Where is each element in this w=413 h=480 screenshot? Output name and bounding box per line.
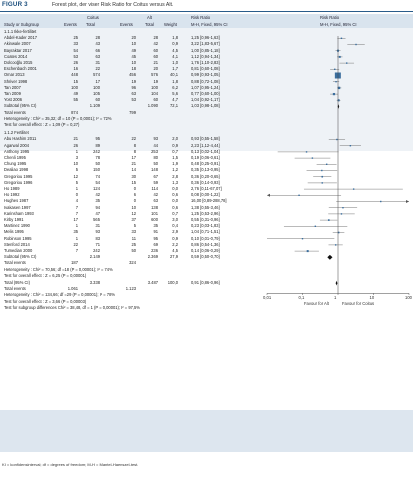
total-2: 148 <box>151 167 158 173</box>
events-2: 18 <box>131 66 136 72</box>
overall-effect-text: Test for overall effect : Z = 6,25 (P = 0,00001) <box>4 272 87 278</box>
events-2: 17 <box>131 155 136 160</box>
events-1: 17 <box>73 217 78 222</box>
subtotal-total-2: 2.369 <box>147 254 158 260</box>
events-2: 19 <box>131 78 136 84</box>
grand-events-1: 1.061 <box>67 286 78 292</box>
grand-total-2: 3.487 <box>147 280 158 285</box>
events-1: 21 <box>73 136 78 142</box>
total-2: 600 <box>151 217 158 222</box>
weight: 0,6 <box>172 204 178 210</box>
subtotal-label: Subtotal (95% CI) <box>4 103 37 109</box>
events-2: 21 <box>131 161 136 167</box>
total-1: 89 <box>95 142 100 148</box>
study-1-10-point <box>380 201 381 202</box>
events-2: 0 <box>133 198 136 204</box>
study-1-5-point <box>321 170 322 171</box>
total-2: 42 <box>153 41 158 47</box>
grand-heterogeneity-text: Heterogeneity : Chi² = 134,66; df =29 (P = 0,00001); I² = 78% <box>4 292 115 298</box>
total-1: 95 <box>95 136 100 142</box>
total-2: 19 <box>153 78 158 84</box>
risk-ratio-ci: 16,00 [0,89-288,78] <box>191 198 227 204</box>
total-label: Total (95% CI) <box>4 280 30 285</box>
events-1: 1 <box>75 186 78 191</box>
study-1-9-point <box>298 195 299 196</box>
subtotal-total-1: 2.149 <box>89 254 100 260</box>
heterogeneity-text: Heterogeneity : Chi² = 70,56; df =18 (P = 0,00001); I² = 74% <box>4 266 113 272</box>
total-1: 50 <box>95 161 100 167</box>
risk-ratio-ci: 0,23 [0,03-1,83] <box>191 223 220 229</box>
study-1-8-point <box>353 188 354 189</box>
study-header: Study or Subgroup <box>4 21 39 27</box>
total-2: 100 <box>151 84 158 90</box>
risk-ratio-ci: 1,25 [0,53-2,96] <box>191 210 220 216</box>
weight: 1,9 <box>172 161 178 167</box>
risk-ratio-ci: 0,77 [0,60-1,00] <box>191 91 220 96</box>
events-2: 10 <box>131 41 136 47</box>
study-name: Shriver 1998 <box>4 78 28 84</box>
total-1: 124 <box>93 186 100 191</box>
events-1: 0 <box>75 192 78 198</box>
weight: 0,6 <box>172 192 178 198</box>
study-name: Yost 2006 <box>4 97 23 103</box>
events-1: 4 <box>75 198 78 204</box>
total-2: 114 <box>151 186 158 191</box>
risk-ratio-ci: 2,23 [1,12-4,44] <box>191 142 220 148</box>
study-name: Abdel-Kader 2017 <box>4 35 38 41</box>
weight: 4,7 <box>172 97 178 103</box>
events-2: 53 <box>131 97 136 103</box>
risk-ratio-ci: 3,22 [1,83-5,67] <box>191 41 220 47</box>
study-0-1-point <box>355 44 356 45</box>
study-1-3-point <box>312 157 313 158</box>
risk-ratio-ci: 1,04 [0,71-1,51] <box>191 229 220 235</box>
events-1: 49 <box>73 91 78 96</box>
total-2: 67 <box>153 173 158 179</box>
subtotal-weight: 72,1 <box>170 103 178 109</box>
events-2: 11 <box>131 235 136 241</box>
study-name: Gregoriou 1995 <box>4 173 33 179</box>
study-name: Chenli 1995 <box>4 155 26 160</box>
total-2: 101 <box>151 210 158 216</box>
favours-left-label: Favour for Alt <box>304 301 329 307</box>
study-name: Abu Hashim 2011 <box>4 136 37 142</box>
subtotal-diamond-1 <box>327 255 332 260</box>
method-header: M-H, Fixed, 95% CI <box>191 21 228 27</box>
weight: 0,0 <box>172 186 178 191</box>
weight: 0,9 <box>172 235 178 241</box>
events-2: 45 <box>131 53 136 59</box>
total-events-1: 874 <box>71 109 78 115</box>
study-name: Dolcooğlu 2015 <box>4 60 33 65</box>
weight: 1,8 <box>172 78 178 84</box>
weight: 1,8 <box>172 35 178 41</box>
total-2: 63 <box>153 198 158 204</box>
total-1: 47 <box>95 210 100 216</box>
total-1: 31 <box>95 223 100 229</box>
events-1: 26 <box>73 60 78 65</box>
study-1-4-point <box>326 164 327 165</box>
risk-ratio-ci: 0,36 [0,14-0,93] <box>191 179 220 185</box>
study-name: Ho 1989 <box>4 186 20 191</box>
weight: 6,2 <box>172 84 178 90</box>
weight: 0,7 <box>172 210 178 216</box>
total-1: 94 <box>95 204 100 210</box>
study-name: Gregoriou 1996 <box>4 179 33 185</box>
weight: 2,0 <box>172 136 178 142</box>
study-name: Hughes 1987 <box>4 198 29 204</box>
study-name: Martinez 1990 <box>4 223 30 229</box>
total-1: 31 <box>95 60 100 65</box>
study-name: Bayraktar 2017 <box>4 47 32 53</box>
risk-ratio-ci: 0,10 [0,01-0,79] <box>191 235 220 241</box>
study-name: Melis 1995 <box>4 229 24 235</box>
events-1: 15 <box>73 78 78 84</box>
risk-ratio-ci: 0,99 [0,93-1,05] <box>191 72 220 78</box>
risk-ratio-ci: 1,76 [1,10-2,83] <box>191 60 220 65</box>
study-1-9-arrow-left <box>267 194 270 197</box>
total-2: 50 <box>153 161 158 167</box>
events-2: 8 <box>133 148 136 154</box>
study-0-5-point <box>334 69 335 70</box>
study-1-1-point <box>350 145 351 146</box>
total-2: 91 <box>153 229 158 235</box>
subtotal-label: Subtotal (95% CI) <box>4 254 37 260</box>
total-2: 44 <box>153 142 158 148</box>
footnote: KI = konfidensinterval; df = degrees of freedom; M-H = Mantel-Haenszel-test. <box>2 462 139 467</box>
total-1: 150 <box>93 167 100 173</box>
events-1: 12 <box>73 173 78 179</box>
risk-ratio-ci: 0,08 [0,00-1,22] <box>191 192 220 198</box>
study-name: Chung 1995 <box>4 161 27 167</box>
total-2: 21 <box>153 60 158 65</box>
study-1-6-point <box>321 176 323 178</box>
events-2: 25 <box>131 241 136 247</box>
weight: 40,1 <box>170 72 178 78</box>
study-name: Ivakasen 1997 <box>4 204 31 210</box>
study-name: Robinson 1995 <box>4 235 32 241</box>
events-1: 1 <box>75 223 78 229</box>
risk-ratio-ci: 0,14 [0,06-0,29] <box>191 248 220 253</box>
total-1: 42 <box>95 192 100 198</box>
events2-header: Events <box>120 21 133 27</box>
total-1: 105 <box>93 91 100 96</box>
weight: 2,2 <box>172 241 178 247</box>
total-events-label: Total events <box>4 109 26 115</box>
risk-ratio-ci: 0,36 [0,20-0,65] <box>191 173 220 179</box>
risk-ratio-ci: 0,93 [0,55-1,58] <box>191 136 220 142</box>
risk-ratio-ci: 1,25 [0,96-1,63] <box>191 35 220 41</box>
weight: 1,0 <box>172 60 178 65</box>
risk-ratio-ci: 1,07 [0,95-1,24] <box>191 84 220 90</box>
risk-ratio-ci: 0,86 [0,54-1,36] <box>191 241 220 247</box>
subgroup-name: 1.1.2 Fertilitet <box>4 130 29 136</box>
study-name: Ho 1992 <box>4 192 20 198</box>
events-2: 63 <box>131 91 136 96</box>
events-2: 12 <box>131 210 136 216</box>
total-events-1: 187 <box>71 260 78 266</box>
weight: 2,9 <box>172 229 178 235</box>
total-1: 565 <box>93 217 100 222</box>
risk-ratio-ci: 0,81 [0,60-1,08] <box>191 66 220 72</box>
subtotal-ci: 0,59 [0,50-0,70] <box>191 254 220 260</box>
events-1: 1 <box>75 148 78 154</box>
total-2: 576 <box>151 72 158 78</box>
subtotal-total-2: 1.090 <box>147 103 158 109</box>
subtotal-ci: 1,03 [0,98-1,08] <box>191 103 220 109</box>
study-name: Kirby 1991 <box>4 217 24 222</box>
risk-ratio-ci: 0,35 [0,13-0,95] <box>191 167 220 173</box>
events-2: 22 <box>131 136 136 142</box>
events-1: 5 <box>75 167 78 173</box>
events1-header: Events <box>64 21 77 27</box>
total-1: 93 <box>95 229 100 235</box>
study-1-11-point <box>342 207 343 208</box>
events-1: 55 <box>73 97 78 103</box>
total-2: 35 <box>153 223 158 229</box>
study-1-13-point <box>328 219 330 221</box>
weight: 0,9 <box>172 41 178 47</box>
total-1: 78 <box>95 155 100 160</box>
events-1: 3 <box>75 155 78 160</box>
risk-ratio-ci: 0,55 [0,31-0,96] <box>191 217 220 222</box>
total-2: 60 <box>153 53 158 59</box>
x-tick-label: 100 <box>405 295 412 301</box>
events-1: 7 <box>75 248 78 253</box>
risk-ratio-ci: 0,48 [0,25-0,91] <box>191 161 220 167</box>
events-1: 25 <box>73 35 78 41</box>
events-2: 20 <box>131 35 136 41</box>
weight: 1,7 <box>172 66 178 72</box>
events-1: 16 <box>73 66 78 72</box>
x-tick-label: 10 <box>369 295 375 301</box>
events-1: 54 <box>73 47 78 53</box>
events-1: 7 <box>75 210 78 216</box>
heterogeneity-text: Heterogeneity : Chi² = 35,32; df = 10 (P = 0,0001); I² = 72% <box>4 115 112 121</box>
total-1: 574 <box>93 72 100 78</box>
weight: 4,5 <box>172 248 178 253</box>
events-2: 96 <box>131 84 136 90</box>
study-name: Agarwal 2004 <box>4 142 30 148</box>
total-1: 54 <box>95 179 100 185</box>
figure-label: FIGUR 3 <box>2 1 28 8</box>
events-1: 5 <box>75 179 78 185</box>
study-name: Eschenbach 2001 <box>4 66 37 72</box>
events-1: 100 <box>71 84 78 90</box>
total-1: 83 <box>95 235 100 241</box>
study-1-16-point <box>302 238 303 239</box>
events-2: 0 <box>133 186 136 191</box>
subtotal-total-1: 1.109 <box>89 103 100 109</box>
weight: 3,0 <box>172 217 178 222</box>
x-tick-label: 0,1 <box>298 295 305 301</box>
risk-ratio-ci: 0,19 [0,06-0,61] <box>191 155 220 160</box>
method-header-2: M-H, Fixed, 95% CI <box>320 21 357 27</box>
events-1: 10 <box>73 161 78 167</box>
events-2: 10 <box>131 60 136 65</box>
study-name: Akinwale 2007 <box>4 41 31 47</box>
total-1: 100 <box>93 84 100 90</box>
total2-header: Total <box>145 21 154 27</box>
subgroup-name: 1.1.1 Ikke-fertilitet <box>4 29 37 34</box>
subgroup-diff-text: Test for subgroup differences Chi² = 38,48, df = 1 (P = 0,00001); I² = 97,5% <box>4 304 140 310</box>
total-2: 28 <box>153 35 158 41</box>
weight: 0,4 <box>172 223 178 229</box>
total-2: 93 <box>153 136 158 142</box>
risk-ratio-ci: 1,04 [0,92-1,17] <box>191 97 220 103</box>
total-2: 60 <box>153 47 158 53</box>
events-1: 1 <box>75 235 78 241</box>
total-2: 253 <box>151 148 158 154</box>
total-1: 71 <box>95 241 100 247</box>
study-0-7-point <box>335 81 336 82</box>
weight: 1,5 <box>172 155 178 160</box>
weight: 4,5 <box>172 47 178 53</box>
risk-ratio-ci: 1,38 [0,55-3,46] <box>191 204 220 210</box>
study-1-10-arrow-right <box>406 200 409 203</box>
x-tick-label: 0,01 <box>263 295 272 301</box>
weight: 1,2 <box>172 167 178 173</box>
events-2: 15 <box>131 179 136 185</box>
study-name: Tan 2007 <box>4 84 21 90</box>
events-2: 14 <box>131 167 136 173</box>
events-2: 49 <box>131 47 136 53</box>
total-2: 95 <box>153 235 158 241</box>
study-1-18-point <box>307 250 309 252</box>
total-2: 59 <box>153 179 158 185</box>
study-name: Tumedian 2000 <box>4 248 33 253</box>
total-1: 28 <box>95 35 100 41</box>
total-events-label: Total events <box>4 260 26 266</box>
total1-header: Total <box>86 21 95 27</box>
total-1: 43 <box>95 41 100 47</box>
overall-effect-text: Test for overall effect : Z = 1,09 (P = 0,27) <box>4 122 80 127</box>
favours-right-label: Favour for Coitus <box>342 301 375 307</box>
total-1: 242 <box>93 148 100 154</box>
total-1: 74 <box>95 173 100 179</box>
events-2: 10 <box>131 204 136 210</box>
total-events-2: 324 <box>129 260 136 266</box>
weight: 1,3 <box>172 179 178 185</box>
events-1: 22 <box>73 241 78 247</box>
study-name: Tan 2009 <box>4 91 21 96</box>
rr-header: Risk Ratio <box>191 15 211 20</box>
total-1: 17 <box>95 78 100 84</box>
total-2: 20 <box>153 66 158 72</box>
group1-header: Coitus <box>87 15 99 20</box>
risk-ratio-ci: 2,76 [0,11-67,07] <box>191 186 222 191</box>
study-1-7-point <box>322 182 323 183</box>
rr-header-2: Risk Ratio <box>320 15 340 20</box>
total-diamond <box>336 281 338 286</box>
risk-ratio-ci: 0,88 [0,72-1,08] <box>191 78 220 84</box>
events-2: 456 <box>129 72 136 78</box>
study-1-14-point <box>315 226 316 227</box>
total-1: 35 <box>95 198 100 204</box>
events-2: 50 <box>131 248 136 253</box>
figure-title: Forest plot, der viser Risk Ratio for Coitus versus Alt. <box>52 1 174 8</box>
study-name: Anthony 1995 <box>4 148 30 154</box>
weight: 0,7 <box>172 148 178 154</box>
grand-total-1: 3.338 <box>89 280 100 285</box>
total-1: 63 <box>95 53 100 59</box>
total-2: 236 <box>151 248 158 253</box>
risk-ratio-ci: 0,13 [0,02-1,04] <box>191 148 220 154</box>
total-2: 104 <box>151 91 158 96</box>
weight: 0,9 <box>172 142 178 148</box>
study-0-9-point <box>333 93 335 95</box>
study-name: Karinsham 1993 <box>4 210 34 216</box>
study-name: Coates 2014 <box>4 53 28 59</box>
events-2: 33 <box>131 229 136 235</box>
risk-ratio-ci: 1,12 [0,94-1,34] <box>191 53 220 59</box>
events-2: 8 <box>133 142 136 148</box>
study-name: Dealiao 1998 <box>4 167 29 173</box>
events-2: 6 <box>133 192 136 198</box>
events-2: 37 <box>131 217 136 222</box>
total-2: 69 <box>153 241 158 247</box>
x-tick-label: 1 <box>334 295 337 301</box>
weight-header: Weight <box>164 21 177 27</box>
study-0-0-point <box>341 38 342 39</box>
events-1: 448 <box>71 72 78 78</box>
events-1: 7 <box>75 204 78 210</box>
grand-total-weight: 100,0 <box>167 280 178 285</box>
study-1-0-point <box>336 139 337 140</box>
study-1-12-point <box>341 213 342 214</box>
subtotal-weight: 27,9 <box>170 254 178 260</box>
weight: 5,6 <box>172 91 178 96</box>
grand-total-ci: 0,91 [0,86-0,96] <box>191 280 220 285</box>
grand-events-label: Total events <box>4 286 26 292</box>
weight: 4,1 <box>172 53 178 59</box>
total-2: 60 <box>153 97 158 103</box>
total-events-2: 799 <box>129 109 136 115</box>
events-1: 35 <box>73 229 78 235</box>
group2-header: Alt <box>147 15 152 20</box>
total-1: 60 <box>95 97 100 103</box>
study-1-17-point <box>335 244 336 245</box>
total-1: 66 <box>95 47 100 53</box>
study-name: Omar 2013 <box>4 72 25 78</box>
events-1: 53 <box>73 53 78 59</box>
events-2: 5 <box>133 223 136 229</box>
events-1: 26 <box>73 142 78 148</box>
grand-events-2: 1.123 <box>125 286 136 292</box>
weight: 0,0 <box>172 198 178 204</box>
study-0-3-point <box>339 56 341 58</box>
total-2: 138 <box>151 204 158 210</box>
weight: 2,8 <box>172 173 178 179</box>
total-1: 22 <box>95 66 100 72</box>
total-1: 242 <box>93 248 100 253</box>
study-1-2-point <box>306 151 307 152</box>
risk-ratio-ci: 1,00 [0,85-1,18] <box>191 47 220 53</box>
study-0-4-point <box>346 62 347 63</box>
study-name: Stenford 2014 <box>4 241 30 247</box>
total-2: 42 <box>153 192 158 198</box>
events-2: 30 <box>131 173 136 179</box>
grand-overall-text: Test for overall effect : Z = 3,66 (P = 0,00003) <box>4 298 87 304</box>
events-1: 33 <box>73 41 78 47</box>
total-2: 80 <box>153 155 158 160</box>
